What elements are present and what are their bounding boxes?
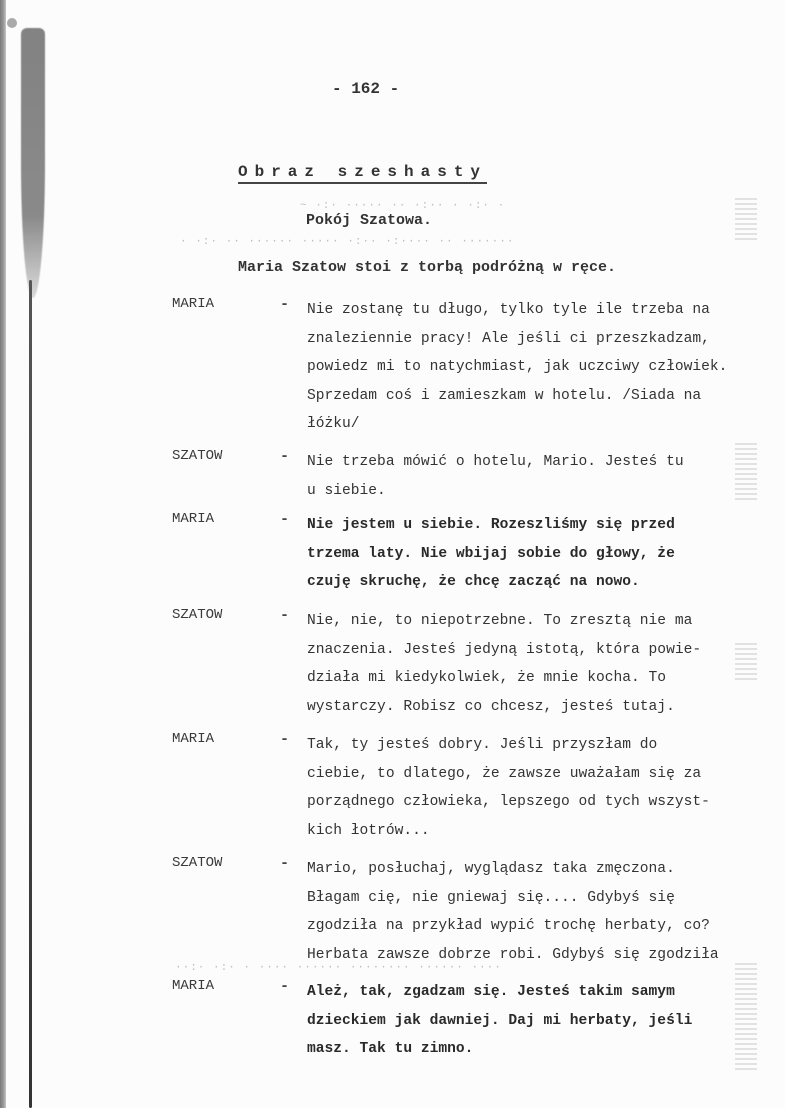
speech-text bbox=[307, 448, 777, 505]
speech-line: powiedz mi to natychmiast, jak uczciwy człowiek. bbox=[307, 359, 728, 375]
stage-direction: Maria Szatow stoi z torbą podróżną w ręce. bbox=[238, 259, 617, 276]
dialogue-dash: - bbox=[280, 607, 290, 624]
bleed-through-text: ~ ·:· ····· ·· ·:·· · ·:· · bbox=[300, 200, 506, 212]
speech-line: u siebie. bbox=[307, 482, 386, 499]
speech-text bbox=[307, 511, 777, 597]
speech-line: dzieckiem jak dawniej. Daj mi herbaty, jeśli bbox=[307, 1012, 693, 1029]
speaker-name: MARIA bbox=[172, 731, 215, 747]
speech-line: Błagam cię, nie gniewaj się.... Gdybyś się bbox=[307, 889, 675, 906]
speaker-name: MARIA bbox=[172, 511, 215, 527]
dialogue-dash: - bbox=[280, 731, 290, 748]
dialogue-dash: - bbox=[280, 448, 290, 465]
speech-line: wystarczy. Robisz co chcesz, jesteś tutaj. bbox=[307, 698, 675, 715]
speech-line: Nie, nie, to niepotrzebne. To zresztą nie ma bbox=[307, 613, 693, 629]
binding-smudge bbox=[21, 28, 45, 298]
bleed-through-text: ··:· ·:· · ···· ······ ········ ······ ···· bbox=[175, 962, 502, 974]
speech-line: masz. Tak tu zimno. bbox=[307, 1041, 474, 1057]
speech-line: Tak, ty jesteś dobry. Jeśli przyszłam do bbox=[307, 737, 658, 753]
speech-line: Ależ, tak, zgadzam się. Jesteś takim samym bbox=[307, 984, 675, 1000]
speech-line: Nie trzeba mówić o hotelu, Mario. Jesteś tu bbox=[307, 454, 684, 470]
speech-text bbox=[307, 731, 777, 845]
page-number: - 162 - bbox=[332, 80, 400, 98]
speech-line: Mario, posłuchaj, wyglądasz taka zmęczona. bbox=[307, 861, 675, 877]
speech-line: kich łotrów... bbox=[307, 822, 430, 839]
speech-line: działa mi kiedykolwiek, że mnie kocha. To bbox=[307, 670, 667, 686]
speaker-name: SZATOW bbox=[172, 448, 223, 464]
bleed-through-text: · ·:· ·· ······ ····· ·:·· ·:···· ·· ······· bbox=[180, 236, 515, 248]
binding-line bbox=[29, 280, 32, 1108]
speaker-name: SZATOW bbox=[172, 855, 223, 871]
speech-text bbox=[307, 855, 777, 969]
dialogue-dash: - bbox=[280, 978, 290, 995]
speech-line: Nie jestem u siebie. Rozeszliśmy się przed bbox=[307, 517, 675, 533]
scan-noise bbox=[735, 195, 757, 240]
dialogue-dash: - bbox=[280, 855, 290, 872]
speech-text bbox=[307, 296, 777, 439]
speech-line: Sprzedam coś i zamieszkam w hotelu. /Siada na bbox=[307, 387, 702, 404]
speech-line: Nie zostanę tu długo, tylko tyle ile trzeba na bbox=[307, 302, 710, 318]
dialogue-dash: - bbox=[280, 296, 290, 313]
ink-blot bbox=[7, 18, 17, 28]
speech-line: łóżku/ bbox=[307, 416, 360, 432]
speech-line: trzema laty. Nie wbijaj sobie do głowy, że bbox=[307, 545, 675, 562]
speech-line: zgodziła na przykład wypić trochę herbaty, co? bbox=[307, 918, 710, 934]
speaker-name: MARIA bbox=[172, 296, 215, 312]
speech-text bbox=[307, 607, 777, 721]
speech-text bbox=[307, 978, 777, 1064]
dialogue-dash: - bbox=[280, 511, 290, 528]
speech-line: znaleziennie pracy! Ale jeśli ci przeszkadzam, bbox=[307, 330, 710, 347]
speech-line: znaczenia. Jesteś jedyną istotą, która powie- bbox=[307, 641, 702, 658]
scene-title: Obraz szeshasty bbox=[238, 163, 487, 184]
scan-edge-shadow bbox=[0, 0, 6, 1108]
speech-line: czuję skruchę, że chcę zacząć na nowo. bbox=[307, 574, 640, 590]
speech-line: ciebie, to dlatego, że zawsze uważałam się za bbox=[307, 765, 702, 782]
scene-location: Pokój Szatowa. bbox=[306, 212, 433, 229]
speaker-name: MARIA bbox=[172, 978, 215, 994]
speech-line: porządnego człowieka, lepszego od tych wszyst- bbox=[307, 794, 710, 810]
speech-line: Herbata zawsze dobrze robi. Gdybyś się zgodziła bbox=[307, 946, 719, 963]
speaker-name: SZATOW bbox=[172, 607, 223, 623]
